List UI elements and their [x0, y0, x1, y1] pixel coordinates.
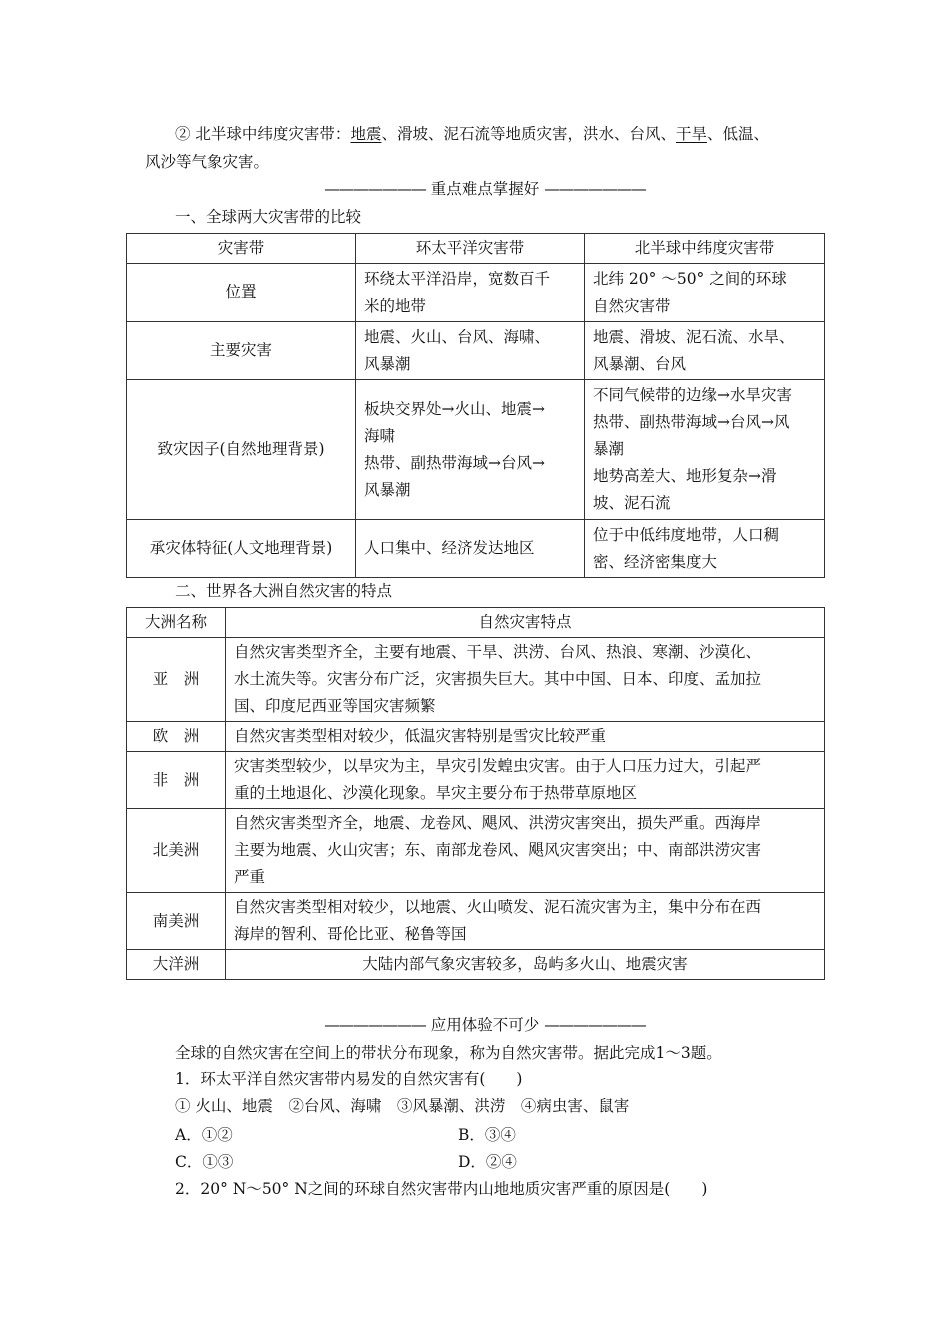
- header-cell: 环太平洋灾害带: [356, 234, 585, 264]
- cell: [226, 893, 825, 950]
- cell-line: 国、印度尼西亚等国灾害频繁: [234, 697, 436, 715]
- header-cell: 自然灾害特点: [226, 608, 825, 638]
- question-1-items: ① 火山、地震 ②台风、海啸 ③风暴潮、洪涝 ④病虫害、鼠害: [175, 1097, 630, 1115]
- underlined-term: 干旱: [675, 125, 707, 143]
- cell-line: 自然灾害类型相对较少，低温灾害特别是雪灾比较严重: [234, 727, 607, 745]
- option-b: B．③④: [458, 1126, 516, 1144]
- cell-line: 地势高差大、地形复杂→滑: [593, 467, 777, 485]
- cell-line: 灾害类型较少，以旱灾为主，旱灾引发蝗虫灾害。由于人口压力过大，引起严: [234, 757, 762, 775]
- cell-line: 自然灾害带: [593, 296, 671, 315]
- cell-line: 重的土地退化、沙漠化现象。旱灾主要分布于热带草原地区: [234, 784, 638, 802]
- table-row: [127, 380, 825, 520]
- table-row: [127, 264, 825, 322]
- table-header-row: [127, 608, 825, 638]
- table-row: [127, 752, 825, 809]
- intro-text: ② 北半球中纬度灾害带：: [175, 125, 351, 143]
- cell-line: 不同气候带的边缘→水旱灾害: [593, 386, 792, 404]
- header-cell: 灾害带: [127, 234, 356, 264]
- table-row: [127, 950, 825, 980]
- cell-line: 海啸: [364, 426, 396, 445]
- divider-dash: ———————: [324, 1016, 426, 1034]
- intro-line-1: [175, 120, 855, 148]
- cell: [356, 380, 585, 520]
- cell: [226, 752, 825, 809]
- cell-line: 暴潮: [593, 440, 625, 458]
- table-row: [127, 722, 825, 752]
- section-divider: [145, 1011, 825, 1039]
- table-row: [127, 638, 825, 722]
- cell-line: 地震、火山、台风、海啸、: [364, 327, 551, 346]
- cell-line: 北纬 20° ～50° 之间的环球: [593, 269, 787, 288]
- continent-hazard-table: [126, 607, 825, 980]
- cell-line: 米的地带: [364, 296, 427, 315]
- cell: [585, 264, 825, 322]
- cell-line: 位于中低纬度地带，人口稠: [593, 525, 780, 544]
- cell-line: 风暴潮、台风: [593, 354, 687, 373]
- continent-name: 非 洲: [127, 752, 226, 809]
- cell-line: 板块交界处→火山、地震→: [364, 399, 545, 418]
- cell-line: 热带、副热带海域→台风→风: [593, 413, 790, 431]
- table-header-row: [127, 234, 825, 264]
- cell-line: 人口集中、经济发达地区: [364, 539, 535, 557]
- cell-line: 环绕太平洋沿岸，宽数百千: [364, 269, 551, 288]
- continent-name: 大洋洲: [127, 950, 226, 980]
- cell: [356, 264, 585, 322]
- exercise-stem: 全球的自然灾害在空间上的带状分布现象，称为自然灾害带。据此完成1～3题。: [175, 1044, 722, 1062]
- cell-line: 密、经济密集度大: [593, 552, 718, 571]
- cell: [585, 380, 825, 520]
- question-1: 1．环太平洋自然灾害带内易发的自然灾害有( ): [175, 1070, 523, 1088]
- divider-dash: ———————: [544, 1016, 646, 1034]
- table-row: [127, 809, 825, 893]
- cell-line: 地震、滑坡、泥石流、水旱、: [593, 327, 795, 346]
- row-label: 主要灾害: [127, 322, 356, 380]
- cell-line: 热带、副热带海域→台风→: [364, 453, 545, 472]
- cell-line: 水土流失等。灾害分布广泛，灾害损失巨大。其中中国、日本、印度、孟加拉: [234, 670, 762, 688]
- cell-line: 海岸的智利、哥伦比亚、秘鲁等国: [234, 925, 467, 943]
- underlined-term: 地震: [350, 125, 382, 143]
- continent-name: 北美洲: [127, 809, 226, 893]
- section-title: 应用体验不可少: [430, 1016, 540, 1034]
- cell: [585, 520, 825, 578]
- cell: [226, 638, 825, 722]
- cell: [585, 322, 825, 380]
- cell-line: 自然灾害类型齐全，主要有地震、干旱、洪涝、台风、热浪、寒潮、沙漠化、: [234, 643, 762, 661]
- table-row: [127, 893, 825, 950]
- table-row: [127, 322, 825, 380]
- section-title: 重点难点掌握好: [430, 180, 540, 198]
- cell-line: 风暴潮: [364, 480, 411, 499]
- header-cell: 北半球中纬度灾害带: [585, 234, 825, 264]
- continent-name: 亚 洲: [127, 638, 226, 722]
- cell: [226, 950, 825, 980]
- cell-line: 自然灾害类型齐全，地震、龙卷风、飓风、洪涝灾害突出，损失严重。西海岸: [234, 814, 762, 832]
- section-divider: [145, 175, 825, 203]
- cell-line: 主要为地震、火山灾害；东、南部龙卷风、飓风灾害突出；中、南部洪涝灾害: [234, 841, 762, 859]
- continent-name: 南美洲: [127, 893, 226, 950]
- hazard-belt-comparison-table: [126, 233, 825, 578]
- row-label: 位置: [127, 264, 356, 322]
- intro-text: 、低温、: [706, 125, 769, 143]
- table-row: [127, 520, 825, 578]
- cell-line: 坡、泥石流: [593, 494, 671, 512]
- divider-dash: ———————: [544, 180, 646, 198]
- table2-heading: 二、世界各大洲自然灾害的特点: [175, 582, 393, 600]
- cell-line: 大陆内部气象灾害较多，岛屿多火山、地震灾害: [362, 955, 688, 973]
- row-label: 致灾因子(自然地理背景): [127, 380, 356, 520]
- cell: [226, 809, 825, 893]
- table1-heading: 一、全球两大灾害带的比较: [175, 208, 362, 226]
- cell-line: 严重: [234, 868, 266, 886]
- cell-line: 自然灾害类型相对较少，以地震、火山喷发、泥石流灾害为主，集中分布在西: [234, 898, 762, 916]
- option-d: D．②④: [458, 1153, 517, 1171]
- continent-name: 欧 洲: [127, 722, 226, 752]
- cell-line: 风暴潮: [364, 354, 411, 373]
- question-2: 2．20° N～50° N之间的环球自然灾害带内山地地质灾害严重的原因是( ): [175, 1180, 708, 1198]
- divider-dash: ———————: [324, 180, 426, 198]
- option-a: A．①②: [175, 1126, 233, 1144]
- option-c: C．①③: [175, 1153, 234, 1171]
- intro-text: 、滑坡、泥石流等地质灾害，洪水、台风、: [381, 125, 676, 143]
- header-cell: 大洲名称: [127, 608, 226, 638]
- cell: [226, 722, 825, 752]
- intro-line-2: 风沙等气象灾害。: [145, 153, 270, 171]
- cell: [356, 322, 585, 380]
- cell: [356, 520, 585, 578]
- row-label: 承灾体特征(人文地理背景): [127, 520, 356, 578]
